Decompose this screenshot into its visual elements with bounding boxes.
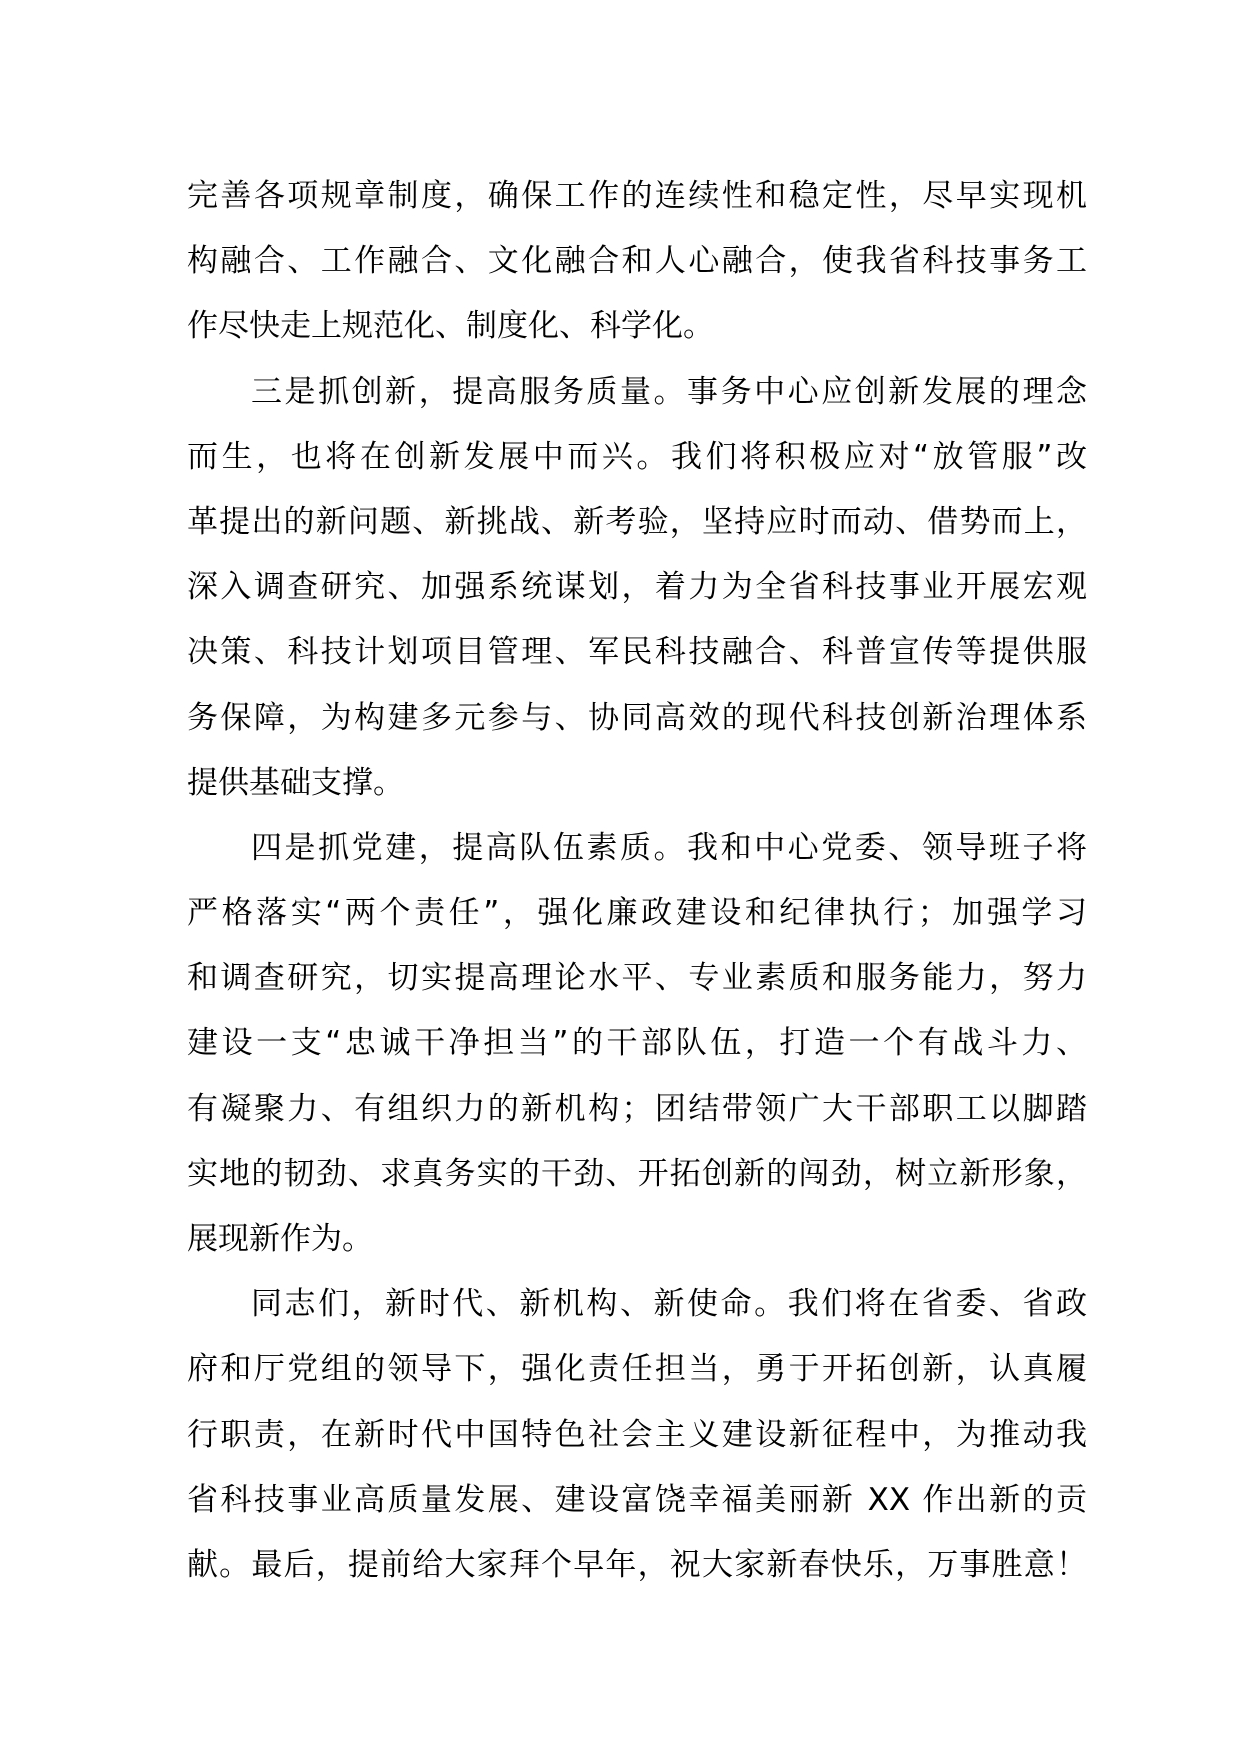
paragraph-line: 构融合、工作融合、文化融合和人心融合，使我省科技事务工: [187, 243, 1087, 280]
paragraph-line: 省科技事业高质量发展、建设富饶幸福美丽新 XX 作出新的贡: [187, 1481, 1087, 1518]
paragraph-line: 行职责，在新时代中国特色社会主义建设新征程中，为推动我: [187, 1416, 1087, 1453]
paragraph-line: 革提出的新问题、新挑战、新考验，坚持应时而动、借势而上，: [187, 503, 1087, 540]
paragraph-line: 决策、科技计划项目管理、军民科技融合、科普宣传等提供服: [187, 634, 1087, 671]
paragraph-line: 务保障，为构建多元参与、协同高效的现代科技创新治理体系: [187, 699, 1087, 736]
paragraph-line: 建设一支“忠诚干净担当”的干部队伍，打造一个有战斗力、: [187, 1025, 1087, 1062]
paragraph-line: 实地的韧劲、求真务实的干劲、开拓创新的闯劲，树立新形象，: [187, 1155, 1087, 1192]
paragraph-line: 三是抓创新，提高服务质量。事务中心应创新发展的理念: [251, 373, 1087, 410]
paragraph-line: 深入调查研究、加强系统谋划，着力为全省科技事业开展宏观: [187, 569, 1087, 606]
paragraph-line: 献。最后，提前给大家拜个早年，祝大家新春快乐，万事胜意！: [187, 1546, 1087, 1583]
paragraph-line: 四是抓党建，提高队伍素质。我和中心党委、领导班子将: [251, 829, 1087, 866]
paragraph-line: 完善各项规章制度，确保工作的连续性和稳定性，尽早实现机: [187, 178, 1087, 214]
paragraph-line: 有凝聚力、有组织力的新机构；团结带领广大干部职工以脚踏: [187, 1090, 1087, 1127]
paragraph-line: 而生，也将在创新发展中而兴。我们将积极应对“放管服”改: [187, 438, 1087, 475]
document-body: [187, 171, 1087, 1605]
paragraph-line: 提供基础支撑。: [187, 764, 404, 801]
paragraph-line: 展现新作为。: [187, 1221, 373, 1257]
paragraph-line: 府和厅党组的领导下，强化责任担当，勇于开拓创新，认真履: [187, 1351, 1087, 1388]
paragraph-line: 作尽快走上规范化、制度化、科学化。: [187, 308, 714, 345]
paragraph-line: 严格落实“两个责任”，强化廉政建设和纪律执行；加强学习: [187, 895, 1087, 932]
paragraph-line: 同志们，新时代、新机构、新使命。我们将在省委、省政: [251, 1286, 1087, 1323]
paragraph-line: 和调查研究，切实提高理论水平、专业素质和服务能力，努力: [187, 960, 1087, 997]
